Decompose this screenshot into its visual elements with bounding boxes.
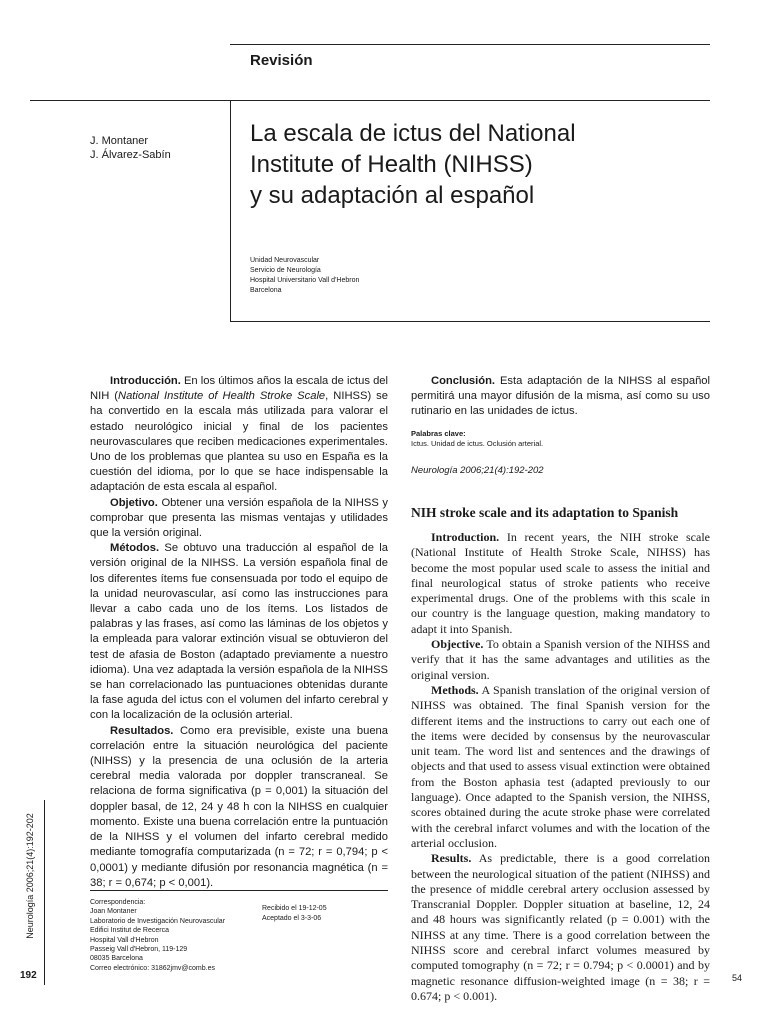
section-label-results: Results. <box>431 851 472 866</box>
abstract-es-objetivo <box>90 496 388 542</box>
page-number: 192 <box>20 970 37 981</box>
header-bottom-rule <box>230 321 710 322</box>
section-label-objective: Objective. <box>431 637 484 652</box>
received-date: Recibido el 19-12-05 <box>262 905 327 912</box>
title-line: y su adaptación al español <box>250 182 535 209</box>
section-label-introduction: Introduction. <box>431 530 500 544</box>
text: Obtener una versión española de la NIHSS y comprobar que presenta las mismas ventajas y utilidades que la versión original. <box>90 496 388 540</box>
section-label-conclusion: Conclusión. <box>431 375 496 387</box>
keywords-label: Palabras clave: <box>411 429 466 438</box>
affiliation-line: Hospital Universitario Vall d'Hebron <box>250 277 360 284</box>
section-label: Revisión <box>250 52 313 69</box>
abstract-es-conclusion <box>411 374 710 420</box>
section-label-objetivo: Objetivo. <box>110 496 158 509</box>
section-label-resultados: Resultados. <box>110 724 174 737</box>
affiliation-line: Barcelona <box>250 287 282 294</box>
title-line: Institute of Health (NIHSS) <box>250 151 533 178</box>
text: , NIHSS) se ha convertido en la escala más utilizada para valorar el estado neurológico inicial y final de los pacientes neurovasculares que reciben medicaciones experimentales. Uno de los problemas que plantea su uso en España es la cuestión del idioma, por lo que se hace indispensable la adaptación de esta escala al español. <box>90 390 388 494</box>
abstract-en-introduction <box>411 530 710 637</box>
text: Como era previsible, existe una buena correlación entre la situación neurológica del paciente (NIHSS) y la presencia de una oclusión de la arteria cerebral media valorada por doppler transcraneal. Se relaciona de forma significativa (p = 0,001) la situación del doppler basal, de 12, 24 y 48 h con la NIHSS en cualquier momento. Existe una buena correlación entre la puntuación de la NIHSS y el volumen del infarto cerebral medido mediante tomografía computarizada (n = 72; r = 0,794; p < 0,0001) y mediante difusión por resonancia magnética (n = 38; r = 0,674; p < 0,001). <box>90 724 388 889</box>
english-title: NIH stroke scale and its adaptation to Spanish <box>411 505 679 520</box>
affiliation <box>250 256 359 296</box>
correspondence-line: Correspondencia: <box>90 899 146 906</box>
author: J. Álvarez-Sabín <box>90 149 171 161</box>
author-list <box>90 134 171 162</box>
author: J. Montaner <box>90 135 149 147</box>
correspondence-email: Correo electrónico: 31862jmv@comb.es <box>90 964 215 972</box>
text: In recent years, the NIH stroke scale (National Institute of Health Stroke Scale, NIHSS) has become the most popular used scale to assess the initial and final neurological status of stroke patients who receive experimental drugs. One of the problems with this scale in our country is the language question, making mandatory to adapt it into Spanish. <box>411 530 710 636</box>
accepted-date: Aceptado el 3-3-06 <box>262 915 322 922</box>
abstract-es-conclusion-block <box>411 374 710 420</box>
abstract-es-metodos <box>90 541 388 723</box>
correspondence-line: Passeig Vall d'Hebron, 119-129 <box>90 946 188 954</box>
title-line: La escala de ictus del National <box>250 120 576 147</box>
abstract-es <box>90 374 388 891</box>
affiliation-line: Unidad Neurovascular <box>250 257 320 264</box>
section-label-metodos: Métodos. <box>110 542 160 555</box>
abstract-en <box>411 530 710 1004</box>
section-label-introduccion: Introducción. <box>110 375 181 387</box>
side-vertical-rule <box>44 800 45 985</box>
article-title <box>250 118 670 211</box>
scale-name-italic: National Institute of Health Stroke Scale <box>117 390 326 403</box>
abstract-en-methods <box>411 683 710 851</box>
journal-citation: Neurología 2006;21(4):192-202 <box>411 465 544 476</box>
side-citation: Neurología 2006;21(4):192-202 <box>25 813 35 939</box>
affiliation-line: Servicio de Neurología <box>250 267 321 274</box>
received-accepted-dates <box>262 904 327 924</box>
page-number-right: 54 <box>732 973 743 983</box>
correspondence-line: Edifici Institut de Recerca <box>90 927 169 935</box>
correspondence-line: Hospital Vall d'Hebron <box>90 936 159 944</box>
text: Esta adaptación de la NIHSS al español permitirá una mayor difusión de la misma, así como su uso rutinario en las unidades de ictus. <box>411 375 710 418</box>
abstract-en-objective <box>411 637 710 683</box>
text: A Spanish translation of the original version of NIHSS was obtained. The final Spanish version for the different items and the instructions to carry out each one of the items were decided by consensus by the neurovascular unit team. The word list and sentences and the drawings of objects and that used to assess visual extinction were obtained from the Boston aphasia test (adapted previously to our language). Once adapted to the Spanish version, the NIHSS, scores obtained during the acute stroke phase were correlated with the cerebral infarct volumes and with the location of the arterial occlusion. <box>411 682 710 850</box>
text: To obtain a Spanish version of the NIHSS and verify that it has the same advantages and utilities as the original version. <box>411 637 710 682</box>
header-title-rule <box>30 100 710 101</box>
text: En los últimos años la escala de ictus del NIH ( <box>90 375 388 403</box>
correspondence-line: Laboratorio de Investigación Neurovascular <box>90 917 226 925</box>
correspondence <box>90 898 225 973</box>
abstract-es-resultados <box>90 724 388 891</box>
abstract-en-results <box>411 851 710 1004</box>
header-vertical-rule <box>230 100 231 321</box>
header-top-rule <box>230 44 710 45</box>
section-label-methods: Methods. <box>431 682 479 697</box>
correspondence-line: 08035 Barcelona <box>90 955 143 963</box>
text: Se obtuvo una traducción al español de la versión original de la NIHSS. La versión española final de los diferentes ítems fue consensuada por todo el equipo de la unidad neurovascular, así como las instrucciones para llevar a cabo cada uno de los ítems. Los listados de palabras y las frases, así como las láminas de los objetos y la empleada para valorar extinción visual se obtuvieron del test de afasia de Boston (adaptado previamente a nuestro idioma). Una vez adaptada la versión española de la NIHSS se han correlacionado las puntuaciones obtenidas durante la fase aguda del ictus con el volumen del infarto cerebral y con la localización de la oclusión arterial. <box>90 542 388 722</box>
text: As predictable, there is a good correlation between the neurological situation of the patient (NIHSS) and the presence of middle cerebral artery occlusion assessed by Transcranial Doppler. Doppler situation at baseline, 12, 24 and 48 hours was significantly related (p = 0.001) with the NIHSS at any time. There is a good correlation between the NIHSS score and cerebral infarct volumes measured by computed tomography (n = 72; r = 0.794; p < 0.0001) and by magnetic resonance diffusion-weighted image (n = 38; r = 0.674; p < 0.001). <box>411 851 710 1003</box>
correspondence-line: Joan Montaner <box>90 908 137 916</box>
abstract-es-introduccion <box>90 374 388 496</box>
keywords-text: Ictus. Unidad de ictus. Oclusión arterial. <box>411 439 544 448</box>
keywords <box>411 429 710 449</box>
